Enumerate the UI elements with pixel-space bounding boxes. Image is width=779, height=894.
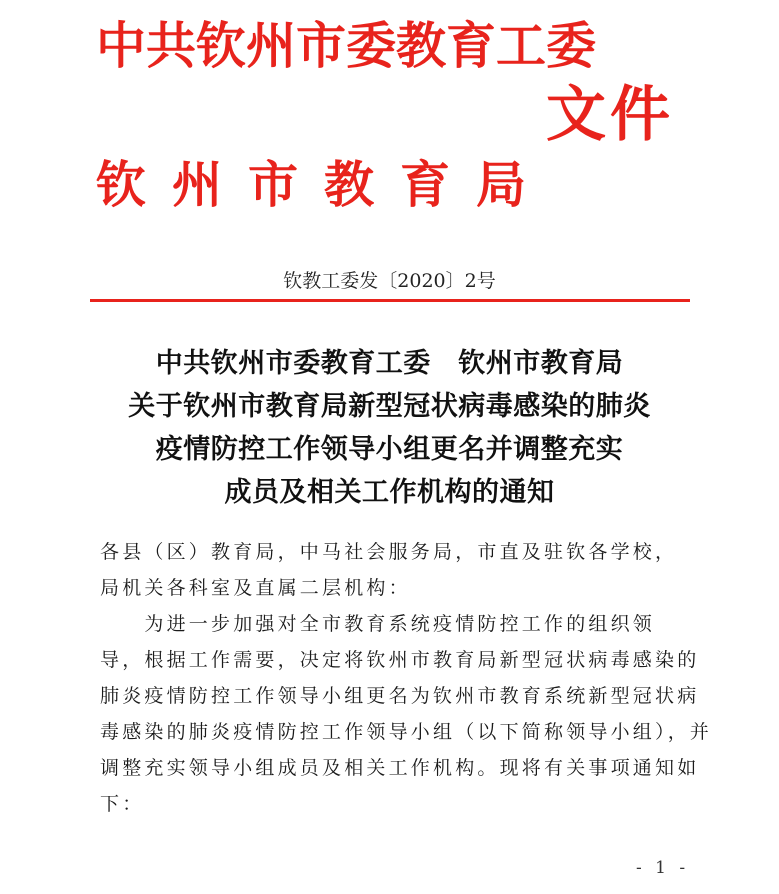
body-line: 为进一步加强对全市教育系统疫情防控工作的组织领: [100, 613, 656, 635]
red-separator-line: [90, 299, 690, 302]
document-title: [0, 342, 779, 514]
issuer-line-2: 钦州市教育局: [96, 155, 552, 214]
body-line: 各县（区）教育局，中马社会服务局，市直及驻钦各学校，: [100, 541, 678, 563]
body-line: 导，根据工作需要，决定将钦州市教育局新型冠状病毒感染的: [100, 649, 700, 671]
title-line: 疫情防控工作领导小组更名并调整充实: [155, 434, 624, 465]
title-line: 成员及相关工作机构的通知: [224, 477, 555, 508]
issuer-line-1: 中共钦州市委教育工委: [96, 16, 596, 75]
document-type-label: 文件: [546, 80, 674, 150]
body-line: 局机关各科室及直属二层机构：: [100, 577, 411, 599]
document-body: [100, 534, 713, 822]
title-line: 关于钦州市教育局新型冠状病毒感染的肺炎: [128, 391, 651, 422]
body-line: 调整充实领导小组成员及相关工作机构。现将有关事项通知如: [100, 757, 700, 779]
title-line: 中共钦州市委教育工委 钦州市教育局: [155, 348, 624, 379]
body-line: 毒感染的肺炎疫情防控工作领导小组（以下简称领导小组），并: [100, 721, 713, 743]
body-line: 肺炎疫情防控工作领导小组更名为钦州市教育系统新型冠状病: [100, 685, 700, 707]
body-line: 下：: [100, 793, 145, 815]
page-number: - 1 -: [636, 858, 690, 878]
document-number: 钦教工委发〔2020〕2号: [283, 270, 496, 292]
